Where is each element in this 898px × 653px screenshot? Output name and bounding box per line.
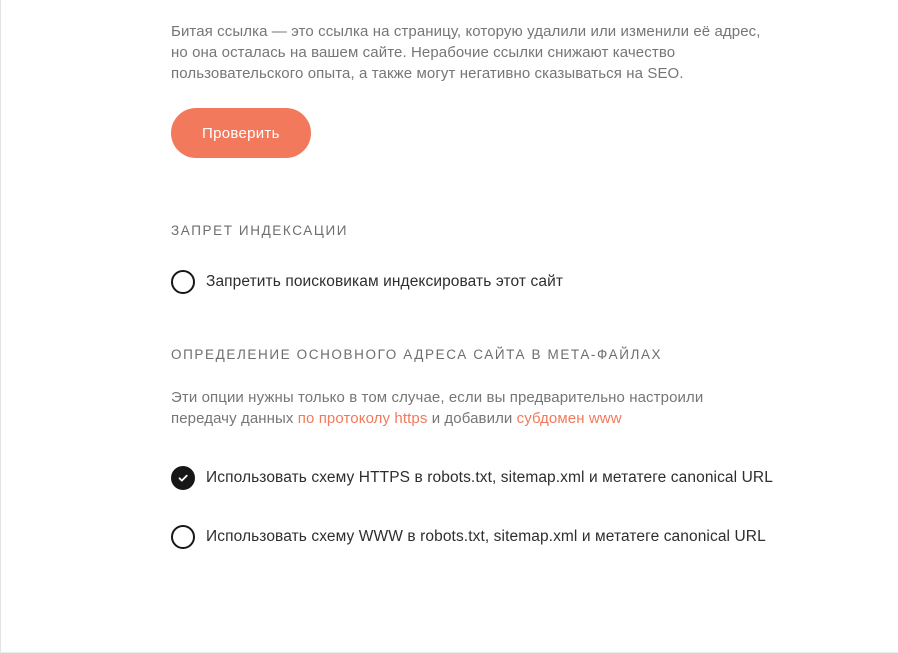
unchecked-circle-icon[interactable] — [171, 270, 195, 294]
https-protocol-link[interactable]: по протоколу https — [297, 410, 428, 427]
no-index-option[interactable] — [171, 270, 781, 294]
check-icon — [176, 471, 190, 485]
broken-link-description: Битая ссылка — это ссылка на страницу, которую удалили или изменили её адрес, но она осталась на вашем сайте. Нерабочие ссылки снижают качество пользовательского опыта, а также могут негативно сказываться на SEO. — [171, 23, 761, 82]
canonical-description-middle: и добавили — [427, 410, 517, 427]
canonical-description — [171, 387, 765, 429]
canonical-description-prefix: Эти опции нужны только в том случае, если вы предварительно настроили передачу данных — [171, 389, 704, 427]
https-scheme-option-label: Использовать схему HTTPS в robots.txt, sitemap.xml и метатеге canonical URL — [206, 469, 773, 486]
check-broken-links-button[interactable]: Проверить — [171, 108, 311, 158]
unchecked-circle-icon[interactable] — [171, 525, 195, 549]
no-index-option-label: Запретить поисковикам индексировать этот сайт — [206, 273, 564, 290]
www-scheme-option[interactable] — [171, 525, 781, 549]
canonical-section-title: ОПРЕДЕЛЕНИЕ ОСНОВНОГО АДРЕСА САЙТА В МЕТА-ФАЙЛАХ — [171, 347, 663, 362]
no-index-section-title: ЗАПРЕТ ИНДЕКСАЦИИ — [171, 223, 349, 238]
www-subdomain-link[interactable]: субдомен www — [516, 410, 622, 427]
settings-panel — [1, 0, 781, 549]
https-scheme-option[interactable] — [171, 466, 781, 490]
checked-circle-icon[interactable] — [171, 466, 195, 490]
www-scheme-option-label: Использовать схему WWW в robots.txt, sitemap.xml и метатеге canonical URL — [206, 528, 766, 545]
